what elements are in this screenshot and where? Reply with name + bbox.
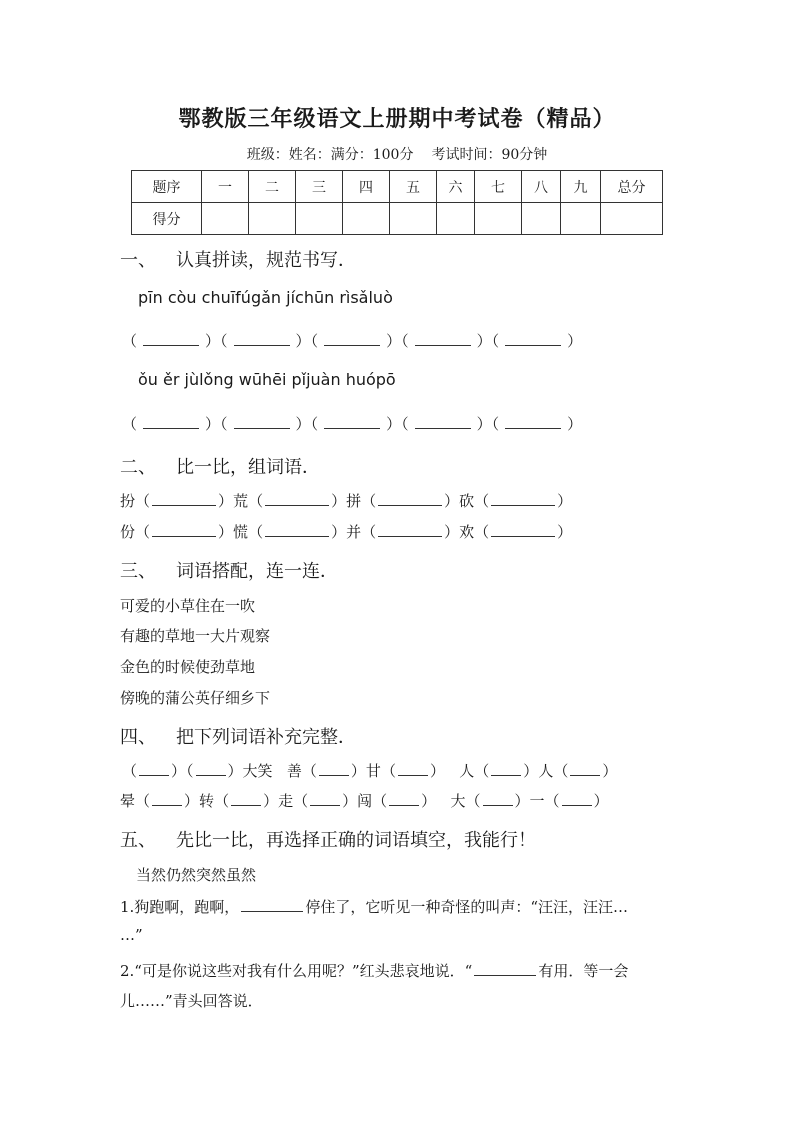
score-cell[interactable] bbox=[601, 203, 663, 235]
pinyin-row-1: pīn còu chuīfúgǎn jíchūn rìsǎluò bbox=[138, 288, 393, 307]
char: 并 bbox=[346, 523, 362, 541]
answer-blank[interactable] bbox=[415, 414, 471, 429]
idiom-char: 人 bbox=[538, 762, 554, 780]
answer-blank[interactable] bbox=[483, 791, 513, 806]
answer-blank[interactable] bbox=[562, 791, 592, 806]
question-1-line-2: …” bbox=[120, 926, 143, 944]
score-cell[interactable] bbox=[296, 203, 343, 235]
question-text: 2.“可是你说这些对我有什么用呢？”红头悲哀地说．“ bbox=[120, 962, 473, 980]
open-paren: （ bbox=[122, 332, 138, 350]
score-cell[interactable] bbox=[390, 203, 437, 235]
compare-row-1: 扮（ ）荒（ ）拼（ ）砍（ ） bbox=[120, 492, 573, 510]
score-col-9: 九 bbox=[561, 171, 601, 203]
answer-blank[interactable] bbox=[491, 491, 555, 506]
section-number: 二、 bbox=[120, 457, 156, 478]
open-paren: （ bbox=[491, 415, 500, 433]
open-paren: （ bbox=[220, 332, 228, 350]
score-col-2: 二 bbox=[249, 171, 296, 203]
question-text: 停住了，它听见一种奇怪的叫声：“汪汪，汪汪… bbox=[305, 898, 628, 916]
answer-blank[interactable] bbox=[139, 761, 169, 776]
match-line: 傍晚的蒲公英仔细乡下 bbox=[120, 689, 271, 707]
answer-blank[interactable] bbox=[152, 522, 216, 537]
close-paren: ） bbox=[295, 332, 311, 350]
exam-time: 考试时间：90分钟 bbox=[431, 147, 548, 163]
idiom-row-1: （ ）（ ）大笑 善（ ）甘（ ） 人（ ）人（ ） bbox=[122, 762, 618, 780]
char: 扮 bbox=[120, 492, 136, 510]
idiom-char: 一 bbox=[529, 792, 545, 810]
close-paren: ） bbox=[295, 415, 311, 433]
answer-blank[interactable] bbox=[415, 331, 471, 346]
section-4-heading bbox=[120, 723, 356, 749]
idiom-char: 人 bbox=[459, 762, 475, 780]
open-paren: （ bbox=[491, 332, 500, 350]
open-paren: （ bbox=[310, 332, 319, 350]
question-2-line-2: 儿……”青头回答说． bbox=[120, 992, 263, 1010]
question-2-line-1 bbox=[120, 960, 628, 981]
answer-blank[interactable] bbox=[378, 491, 442, 506]
close-paren: ） bbox=[567, 415, 583, 433]
answer-blank[interactable] bbox=[324, 414, 380, 429]
close-paren: ） bbox=[205, 332, 221, 350]
score-cell[interactable] bbox=[343, 203, 390, 235]
section-2-heading bbox=[120, 453, 320, 479]
match-line: 有趣的草地一大片观察 bbox=[120, 627, 271, 645]
score-col-5: 五 bbox=[390, 171, 437, 203]
score-col-total: 总分 bbox=[601, 171, 663, 203]
answer-blank[interactable] bbox=[474, 961, 536, 976]
class-name-score: 班级：姓名：满分：100分 bbox=[246, 147, 414, 163]
section-number: 一、 bbox=[120, 250, 156, 271]
close-paren: ） bbox=[476, 332, 492, 350]
answer-blank[interactable] bbox=[319, 761, 349, 776]
char: 份 bbox=[120, 523, 136, 541]
answer-blank[interactable] bbox=[152, 491, 216, 506]
idiom-char: 晕 bbox=[120, 792, 136, 810]
section-title: 先比一比，再选择正确的词语填空，我能行！ bbox=[176, 830, 536, 851]
answer-blank[interactable] bbox=[398, 761, 428, 776]
answer-blank[interactable] bbox=[143, 414, 199, 429]
exam-info bbox=[0, 144, 794, 164]
idiom-char: 走 bbox=[278, 792, 294, 810]
open-paren: （ bbox=[122, 415, 138, 433]
section-title: 把下列词语补充完整． bbox=[176, 727, 356, 748]
char: 荒 bbox=[233, 492, 249, 510]
section-title: 词语搭配，连一连． bbox=[176, 561, 338, 582]
match-line: 金色的时候使劲草地 bbox=[120, 658, 256, 676]
score-table-row-label: 题序 bbox=[132, 171, 202, 203]
close-paren: ） bbox=[476, 415, 492, 433]
word-choices: 当然仍然突然虽然 bbox=[136, 866, 257, 884]
answer-blank[interactable] bbox=[378, 522, 442, 537]
answer-blank[interactable] bbox=[231, 791, 261, 806]
score-table-header-row bbox=[132, 171, 663, 203]
answer-blank[interactable] bbox=[570, 761, 600, 776]
open-paren: （ bbox=[401, 415, 409, 433]
pinyin-row-2: ǒu ěr jùlǒng wūhēi pǐjuàn huópō bbox=[138, 370, 396, 389]
section-title: 比一比，组词语． bbox=[176, 457, 320, 478]
answer-blank[interactable] bbox=[505, 414, 561, 429]
score-cell[interactable] bbox=[522, 203, 561, 235]
char: 拼 bbox=[346, 492, 362, 510]
answer-blank[interactable] bbox=[389, 791, 419, 806]
score-cell[interactable] bbox=[561, 203, 601, 235]
section-5-heading bbox=[120, 826, 536, 852]
answer-blank[interactable] bbox=[143, 331, 199, 346]
answer-blank[interactable] bbox=[491, 761, 521, 776]
section-number: 三、 bbox=[120, 561, 156, 582]
score-col-1: 一 bbox=[202, 171, 249, 203]
score-cell[interactable] bbox=[437, 203, 475, 235]
close-paren: ） bbox=[386, 415, 402, 433]
close-paren: ） bbox=[205, 415, 221, 433]
answer-row-2 bbox=[122, 413, 582, 434]
answer-blank[interactable] bbox=[265, 522, 329, 537]
open-paren: （ bbox=[310, 415, 319, 433]
compare-row-2: 份（ ）慌（ ）并（ ）欢（ ） bbox=[120, 523, 573, 541]
open-paren: （ bbox=[220, 415, 228, 433]
section-3-heading bbox=[120, 557, 338, 583]
answer-blank[interactable] bbox=[152, 791, 182, 806]
char: 欢 bbox=[459, 523, 475, 541]
section-number: 四、 bbox=[120, 727, 156, 748]
char: 慌 bbox=[233, 523, 249, 541]
answer-blank[interactable] bbox=[505, 331, 561, 346]
score-col-3: 三 bbox=[296, 171, 343, 203]
idiom-char: 大 bbox=[450, 792, 466, 810]
answer-blank[interactable] bbox=[310, 791, 340, 806]
score-col-6: 六 bbox=[437, 171, 475, 203]
section-1-heading bbox=[120, 246, 356, 272]
score-cell[interactable] bbox=[202, 203, 249, 235]
answer-blank[interactable] bbox=[324, 331, 380, 346]
idiom-char: 转 bbox=[199, 792, 215, 810]
score-col-7: 七 bbox=[475, 171, 522, 203]
idiom-row-2: 晕（ ）转（ ）走（ ）闯（ ） 大（ ）一（ ） bbox=[120, 792, 609, 810]
open-paren: （ bbox=[401, 332, 409, 350]
idiom-char: 善 bbox=[286, 762, 302, 780]
answer-blank[interactable] bbox=[234, 331, 290, 346]
answer-blank[interactable] bbox=[491, 522, 555, 537]
idiom-char: 闯 bbox=[357, 792, 373, 810]
score-col-8: 八 bbox=[522, 171, 561, 203]
answer-row-1 bbox=[122, 330, 582, 351]
question-1-line-1 bbox=[120, 896, 628, 917]
score-row-label: 得分 bbox=[132, 203, 202, 235]
score-table bbox=[131, 170, 663, 235]
idiom-char: 甘 bbox=[365, 762, 381, 780]
answer-blank[interactable] bbox=[241, 897, 303, 912]
question-text: 1.狗跑啊，跑啊， bbox=[120, 898, 240, 916]
char: 砍 bbox=[459, 492, 475, 510]
score-cell[interactable] bbox=[249, 203, 296, 235]
section-number: 五、 bbox=[120, 830, 156, 851]
question-text: 有用．等一会 bbox=[538, 962, 629, 980]
answer-blank[interactable] bbox=[265, 491, 329, 506]
answer-blank[interactable] bbox=[234, 414, 290, 429]
score-cell[interactable] bbox=[475, 203, 522, 235]
page-title: 鄂教版三年级语文上册期中考试卷（精品） bbox=[178, 106, 616, 132]
score-table-score-row bbox=[132, 203, 663, 235]
close-paren: ） bbox=[386, 332, 402, 350]
close-paren: ） bbox=[567, 332, 583, 350]
section-title: 认真拼读，规范书写． bbox=[176, 250, 356, 271]
score-col-4: 四 bbox=[343, 171, 390, 203]
answer-blank[interactable] bbox=[196, 761, 226, 776]
match-line: 可爱的小草住在一吹 bbox=[120, 597, 256, 615]
idiom-char: 大笑 bbox=[242, 762, 273, 780]
